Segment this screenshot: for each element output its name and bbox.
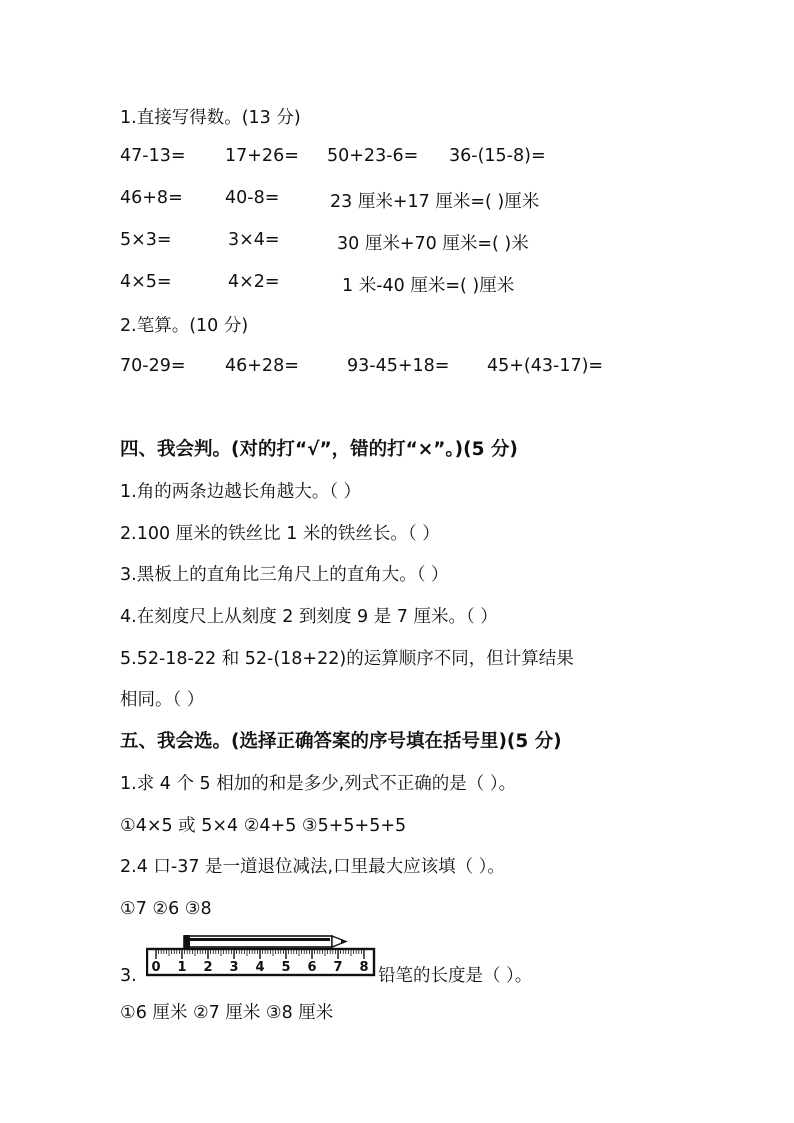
expr: 46+8= [120, 188, 183, 208]
section5-title: 五、我会选。(选择正确答案的序号填在括号里)(5 分) [120, 731, 562, 752]
q1-row-3 [0, 230, 794, 254]
section4-title: 四、我会判。(对的打“√”，错的打“×”。)(5 分) [120, 439, 518, 460]
ruler-label: 0 [151, 960, 161, 975]
expr: 1 米-40 厘米=( )厘米 [342, 276, 515, 296]
expr: 4×5= [120, 272, 172, 292]
q1-row-2 [0, 188, 794, 212]
expr: 47-13= [120, 146, 186, 166]
choice-q1: 1.求 4 个 5 相加的和是多少,列式不正确的是（ ）。 [120, 774, 517, 794]
expr: 5×3= [120, 230, 172, 250]
choice-q2: 2.4 口-37 是一道退位减法,口里最大应该填（ ）。 [120, 857, 505, 877]
expr: 30 厘米+70 厘米=( )米 [337, 234, 529, 254]
expr: 46+28= [225, 356, 299, 376]
ruler-label: 8 [359, 960, 369, 975]
expr: 45+(43-17)= [487, 356, 604, 376]
expr: 40-8= [225, 188, 280, 208]
expr: 70-29= [120, 356, 186, 376]
judge-item-5-cont: 相同。（ ） [120, 690, 205, 710]
q2-title: 2.笔算。(10 分) [120, 316, 249, 336]
ruler-label: 1 [177, 960, 187, 975]
ruler-label: 4 [255, 960, 265, 975]
expr: 36-(15-8)= [449, 146, 546, 166]
expr: 3×4= [228, 230, 280, 250]
ruler-label: 6 [307, 960, 317, 975]
ruler-label: 5 [281, 960, 291, 975]
choice-q3-text: 铅笔的长度是（ ）。 [378, 966, 533, 986]
expr: 93-45+18= [347, 356, 450, 376]
ruler-figure [146, 930, 376, 978]
expr: 4×2= [228, 272, 280, 292]
judge-item-5: 5.52-18-22 和 52-(18+22)的运算顺序不同，但计算结果 [120, 649, 574, 669]
expr: 50+23-6= [327, 146, 419, 166]
ruler-pencil-image [146, 930, 376, 978]
choice-q1-options: ①4×5 或 5×4 ②4+5 ③5+5+5+5 [120, 816, 407, 836]
ruler-icon [147, 949, 374, 975]
q1-row-4 [0, 272, 794, 296]
judge-item-2: 2.100 厘米的铁丝比 1 米的铁丝长。（ ） [120, 524, 440, 544]
q1-row-1 [0, 146, 794, 170]
expr: 17+26= [225, 146, 299, 166]
judge-item-3: 3.黑板上的直角比三角尺上的直角大。（ ） [120, 565, 449, 585]
judge-item-4: 4.在刻度尺上从刻度 2 到刻度 9 是 7 厘米。（ ） [120, 607, 498, 627]
ruler-label: 2 [203, 960, 213, 975]
pencil-icon [184, 935, 346, 948]
choice-q3-options: ①6 厘米 ②7 厘米 ③8 厘米 [120, 1003, 334, 1023]
choice-q3-number: 3. [120, 966, 137, 986]
expr: 23 厘米+17 厘米=( )厘米 [330, 192, 540, 212]
choice-q2-options: ①7 ②6 ③8 [120, 899, 212, 919]
judge-item-1: 1.角的两条边越长角越大。（ ） [120, 482, 362, 502]
ruler-label: 7 [333, 960, 343, 975]
q2-row [0, 356, 794, 380]
q1-title: 1.直接写得数。(13 分) [120, 108, 301, 128]
ruler-label: 3 [229, 960, 239, 975]
